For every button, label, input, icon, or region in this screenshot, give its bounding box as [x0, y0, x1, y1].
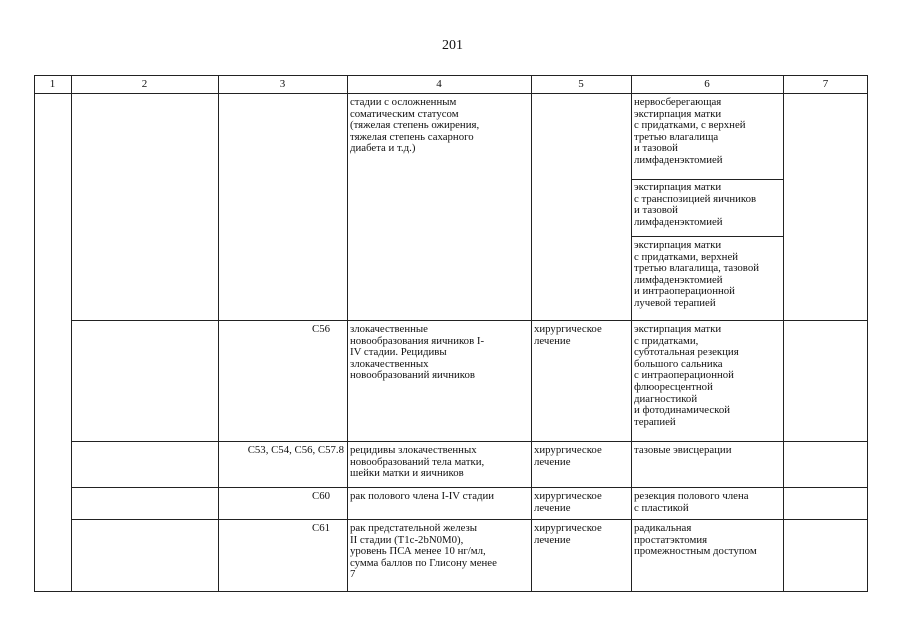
column-divider [631, 75, 632, 592]
column-header: 4 [436, 78, 442, 90]
diagnosis-cell: стадии с осложненным соматическим статусом (тяжелая степень ожирения, тяжелая степень сахарного диабета и т.д.) [350, 96, 480, 155]
method-cell: экстирпация матки с придатками, верхней третью влагалища, тазовой лимфаденэктомией и интраоперационной лучевой терапией [634, 239, 760, 309]
column-header: 7 [822, 78, 829, 90]
table-border-bottom [34, 591, 868, 592]
column-header: 3 [279, 78, 286, 90]
diagnosis-cell: рак предстательной железы II стадии (T1c-2bN0M0), уровень ПСА менее 10 нг/мл, сумма баллов по Глисону менее 7 [350, 522, 497, 581]
method-cell: экстирпация матки с транспозицией яичников и тазовой лимфаденэктомией [634, 181, 757, 228]
diagnosis-cell: рак полового члена I-IV стадии [350, 490, 495, 502]
row-divider [631, 236, 783, 237]
column-divider [531, 75, 532, 592]
treatment-cell: хирургическое лечение [534, 444, 602, 468]
column-divider [783, 75, 784, 592]
row-divider [71, 519, 868, 520]
row-divider [71, 320, 868, 321]
column-header: 1 [49, 78, 56, 90]
treatment-cell: хирургическое лечение [534, 522, 602, 546]
treatment-cell: хирургическое лечение [534, 323, 602, 347]
treatment-cell: хирургическое лечение [534, 490, 602, 514]
column-divider [218, 75, 219, 592]
column-header: 5 [578, 78, 584, 90]
icd-code-cell: C56 [312, 323, 330, 335]
icd-code-cell: C53, C54, C56, C57.8 [247, 444, 344, 456]
page-number: 201 [442, 38, 463, 53]
table-border-right [867, 75, 868, 592]
header-divider [34, 93, 868, 94]
row-divider [631, 179, 783, 180]
diagnosis-cell: злокачественные новообразования яичников I- IV стадии. Рецидивы злокачественных новообразований яичников [350, 323, 485, 382]
row-divider [71, 487, 868, 488]
method-cell: радикальная простатэктомия промежностным доступом [634, 522, 757, 558]
column-divider [347, 75, 348, 592]
column-header: 2 [141, 78, 148, 90]
diagnosis-cell: рецидивы злокачественных новообразований тела матки, шейки матки и яичников [350, 444, 485, 480]
icd-code-cell: C60 [312, 490, 330, 502]
column-divider [71, 75, 72, 592]
method-cell: резекция полового члена с пластикой [634, 490, 749, 514]
table-border-left [34, 75, 35, 592]
method-cell: экстирпация матки с придатками, субтотальная резекция большого сальника с интраоперационной флюоресцентной диагностикой и фотодинамической терапией [634, 323, 739, 428]
method-cell: нервосберегающая экстирпация матки с придатками, с верхней третью влагалища и тазовой лимфаденэктомией [634, 96, 746, 166]
column-header: 6 [704, 78, 710, 90]
table-border-top [34, 75, 868, 76]
row-divider [71, 441, 868, 442]
icd-code-cell: C61 [312, 522, 330, 534]
method-cell: тазовые эвисцерации [634, 444, 732, 456]
medical-care-table [34, 75, 868, 592]
